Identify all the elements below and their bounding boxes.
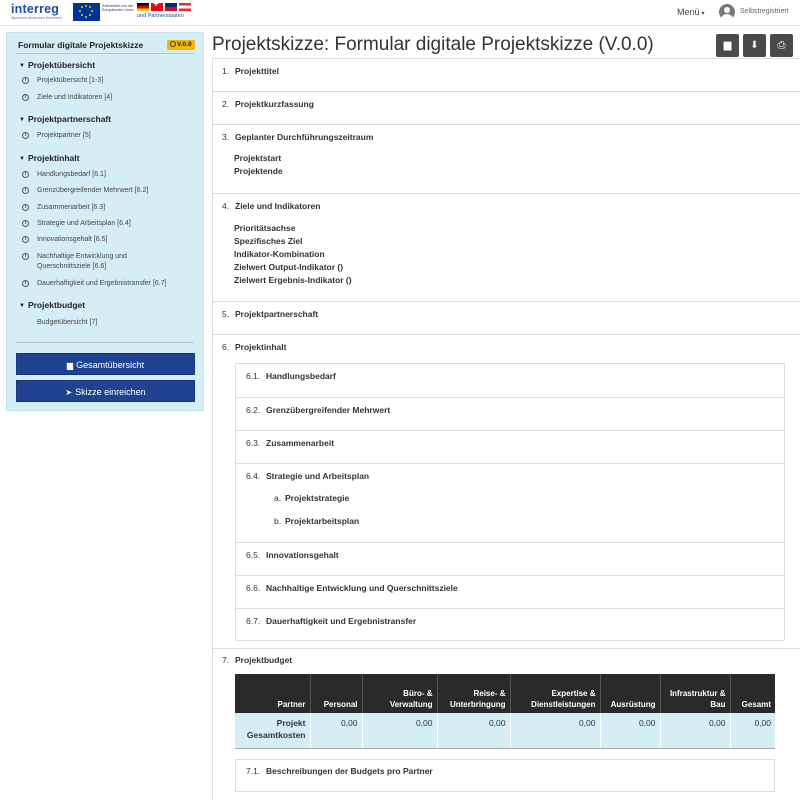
- eu-text: Kofinanziert von der Europäischen Union: [102, 4, 134, 12]
- subsection-handlungsbedarf: 6.1. Handlungsbedarf: [236, 364, 784, 398]
- overview-button[interactable]: ▆ Gesamtübersicht: [16, 353, 195, 375]
- column-header: Ausrüstung: [600, 674, 660, 713]
- subsection-heading: Innovationsgehalt: [266, 550, 339, 560]
- budget-table: [235, 674, 775, 749]
- subsection-dauerhaftigkeit: 6.7. Dauerhaftigkeit und Ergebnistransfer: [236, 609, 784, 641]
- germany-flag-icon: [137, 3, 149, 11]
- form-content: [212, 58, 800, 800]
- logo-wordmark: interreg: [11, 2, 60, 16]
- column-header: Büro- & Verwaltung: [362, 674, 437, 713]
- field-label-ergebnis-indikator: Zielwert Ergebnis-Indikator (): [234, 275, 352, 285]
- field-label-output-indikator: Zielwert Output-Indikator (): [234, 262, 344, 272]
- field-label-projektstart: Projektstart: [234, 153, 282, 163]
- document-icon: ▆: [66, 361, 74, 370]
- field-label-indikator-kombination: Indikator-Kombination: [234, 249, 325, 259]
- cell-reise-unterbringung: 0,00: [437, 713, 510, 748]
- sidebar: Formular digitale Projektskizze V.0.0 ▼ Projektübersicht i Projektübersicht [1-3] i Ziele und Indikatoren [4] ▼ Projektpartnerschaft i Projektpartner [5] ▼ Projektinhalt i Handlungsbedarf [6.1] i Grenzübergreifender Mehrwert [6.2] i Zusammenarbeit [6.3] i Strategie und Arbeitsplan [6.4] i Innovationsgehalt [6.5] i Nachhaltige Entwicklung und Querschnittsziele [6.6] i Dauerhaftigkeit und Ergebnistransfer [6.7] ▼ Projektbudget Budgetübersicht [7] ▆ Gesamtübersicht ➤ Skizze einreichen: [6, 32, 204, 411]
- menu-dropdown[interactable]: [677, 7, 705, 17]
- column-header: Reise- & Unterbringung: [437, 674, 510, 713]
- section-projektbudget: 7. Projektbudget: [222, 655, 293, 665]
- info-icon: i: [22, 236, 29, 243]
- subsection-heading: Nachhaltige Entwicklung und Querschnittsziele: [266, 583, 458, 593]
- section-projektinhalt: 6. Projektinhalt 6.1. Handlungsbedarf 6.2. Grenzübergreifender Mehrwert 6.3. Zusammenarbeit 6.4. Strategie und Arbeitsplan a. Projektstrategie b. Projektarbeitsplan 6.5. Innovationsgehalt 6.6. Nachhaltige Entwicklung und Querschnittsziele 6.7. Dauerhaftigkeit und Ergebnistransfer: [213, 335, 800, 649]
- chevron-down-icon: ▼: [19, 117, 25, 123]
- column-header: Partner: [235, 674, 310, 713]
- version-badge: V.0.0: [167, 40, 195, 50]
- document-icon: ▆: [723, 40, 732, 51]
- section-durchfuehrungszeitraum: 3. Geplanter Durchführungszeitraum Projektstart Projektende: [213, 125, 800, 194]
- sidebar-group-projektinhalt[interactable]: ▼ Projektinhalt: [19, 153, 80, 163]
- section-heading: Projektbudget: [235, 655, 293, 665]
- field-label-spezifisches-ziel: Spezifisches Ziel: [234, 236, 303, 246]
- submit-sketch-button[interactable]: ➤ Skizze einreichen: [16, 380, 195, 402]
- section-ziele-indikatoren: 4. Ziele und Indikatoren Prioritätsachse Spezifisches Ziel Indikator-Kombination Zielwert Output-Indikator () Zielwert Ergebnis-Indikator (): [213, 194, 800, 302]
- info-icon: i: [22, 220, 29, 227]
- liechtenstein-flag-icon: [165, 3, 177, 11]
- info-icon: i: [22, 77, 29, 84]
- switzerland-flag-icon: [151, 3, 163, 11]
- caret-down-icon: ▾: [701, 11, 705, 17]
- chevron-down-icon: ▼: [19, 303, 25, 309]
- section-projektkurzfassung: 2. Projektkurzfassung: [213, 92, 800, 125]
- subsection-heading: Zusammenarbeit: [266, 438, 335, 448]
- subsection-heading: Handlungsbedarf: [266, 371, 336, 381]
- subsection-heading: Dauerhaftigkeit und Ergebnistransfer: [266, 616, 417, 626]
- subsection-budget-beschreibungen: 7.1. Beschreibungen der Budgets pro Partner: [235, 759, 775, 792]
- subsection-strategie: 6.4. Strategie und Arbeitsplan a. Projektstrategie b. Projektarbeitsplan: [236, 464, 784, 543]
- menu-label: Menü: [677, 7, 700, 17]
- cell-gesamt: 0,00: [730, 713, 775, 748]
- divider: [16, 53, 194, 54]
- document-button[interactable]: [716, 34, 739, 57]
- section-heading: Projektkurzfassung: [235, 99, 314, 109]
- table-header-row: [235, 674, 775, 713]
- info-icon: i: [22, 280, 29, 287]
- print-button[interactable]: [770, 34, 793, 57]
- eu-flag-icon: [73, 3, 100, 21]
- info-icon: i: [22, 171, 29, 178]
- user-name[interactable]: Selbstregistriert: [740, 8, 789, 15]
- column-header: Personal: [310, 674, 362, 713]
- austria-flag-icon: [179, 3, 191, 11]
- page-title: Projektskizze: Formular digitale Projektskizze (V.0.0): [212, 34, 654, 55]
- top-bar: [0, 0, 800, 26]
- cell-buero-verwaltung: 0,00: [362, 713, 437, 748]
- interreg-logo[interactable]: [11, 3, 201, 23]
- download-button[interactable]: [743, 34, 766, 57]
- user-avatar-icon[interactable]: [719, 4, 735, 20]
- sidebar-group-projektbudget[interactable]: ▼ Projektbudget: [19, 300, 86, 310]
- chevron-down-icon: ▼: [19, 156, 25, 162]
- subsection-heading: Beschreibungen der Budgets pro Partner: [266, 766, 433, 776]
- subsection-heading: Grenzübergreifender Mehrwert: [266, 405, 391, 415]
- section-projektpartnerschaft: 5. Projektpartnerschaft: [213, 302, 800, 335]
- clock-icon: [170, 41, 176, 47]
- subsection-nachhaltige-entwicklung: 6.6. Nachhaltige Entwicklung und Querschnittsziele: [236, 576, 784, 609]
- info-icon: i: [22, 132, 29, 139]
- column-header: Gesamt: [730, 674, 775, 713]
- subsection-zusammenarbeit: 6.3. Zusammenarbeit: [236, 431, 784, 464]
- chevron-down-icon: ▼: [19, 63, 25, 69]
- column-header: Expertise & Dienstleistungen: [510, 674, 600, 713]
- subsection-list: [235, 363, 785, 640]
- logo-subtitle: Alpenrhein-Bodensee-Hochrhein: [11, 16, 62, 20]
- section-heading: Projektinhalt: [235, 342, 287, 352]
- section-heading: Geplanter Durchführungszeitraum: [235, 132, 374, 142]
- section-projekttitel: 1. Projekttitel: [213, 59, 800, 92]
- subsection-innovationsgehalt: 6.5. Innovationsgehalt: [236, 543, 784, 576]
- row-label: Projekt Gesamtkosten: [235, 713, 310, 748]
- subsection-mehrwert: 6.2. Grenzübergreifender Mehrwert: [236, 398, 784, 431]
- print-icon: ⎙: [777, 40, 786, 51]
- info-icon: i: [22, 204, 29, 211]
- field-label-projektende: Projektende: [234, 166, 283, 176]
- download-icon: ⬇: [750, 40, 759, 51]
- info-icon: i: [22, 94, 29, 101]
- subsection-heading: Strategie und Arbeitsplan: [266, 471, 370, 481]
- partner-text: und Partnerstaaten: [137, 13, 184, 19]
- cell-personal: 0,00: [310, 713, 362, 748]
- section-heading: Projekttitel: [235, 66, 279, 76]
- section-heading: Ziele und Indikatoren: [235, 201, 321, 211]
- item-projektarbeitsplan: b. Projektarbeitsplan: [274, 516, 360, 526]
- sidebar-group-projektuebersicht[interactable]: ▼ Projektübersicht: [19, 60, 96, 70]
- send-icon: ➤: [65, 388, 73, 397]
- cell-infrastruktur: 0,00: [660, 713, 730, 748]
- sidebar-title[interactable]: Formular digitale Projektskizze: [18, 40, 144, 50]
- divider: [16, 342, 194, 343]
- table-row: [235, 713, 775, 748]
- cell-expertise: 0,00: [510, 713, 600, 748]
- section-heading: Projektpartnerschaft: [235, 309, 319, 319]
- sidebar-group-projektpartnerschaft[interactable]: ▼ Projektpartnerschaft: [19, 114, 112, 124]
- item-projektstrategie: a. Projektstrategie: [274, 493, 350, 503]
- cell-ausruestung: 0,00: [600, 713, 660, 748]
- info-icon: i: [22, 253, 29, 260]
- column-header: Infrastruktur & Bau: [660, 674, 730, 713]
- field-label-prioritaetsachse: Prioritätsachse: [234, 223, 296, 233]
- info-icon: i: [22, 187, 29, 194]
